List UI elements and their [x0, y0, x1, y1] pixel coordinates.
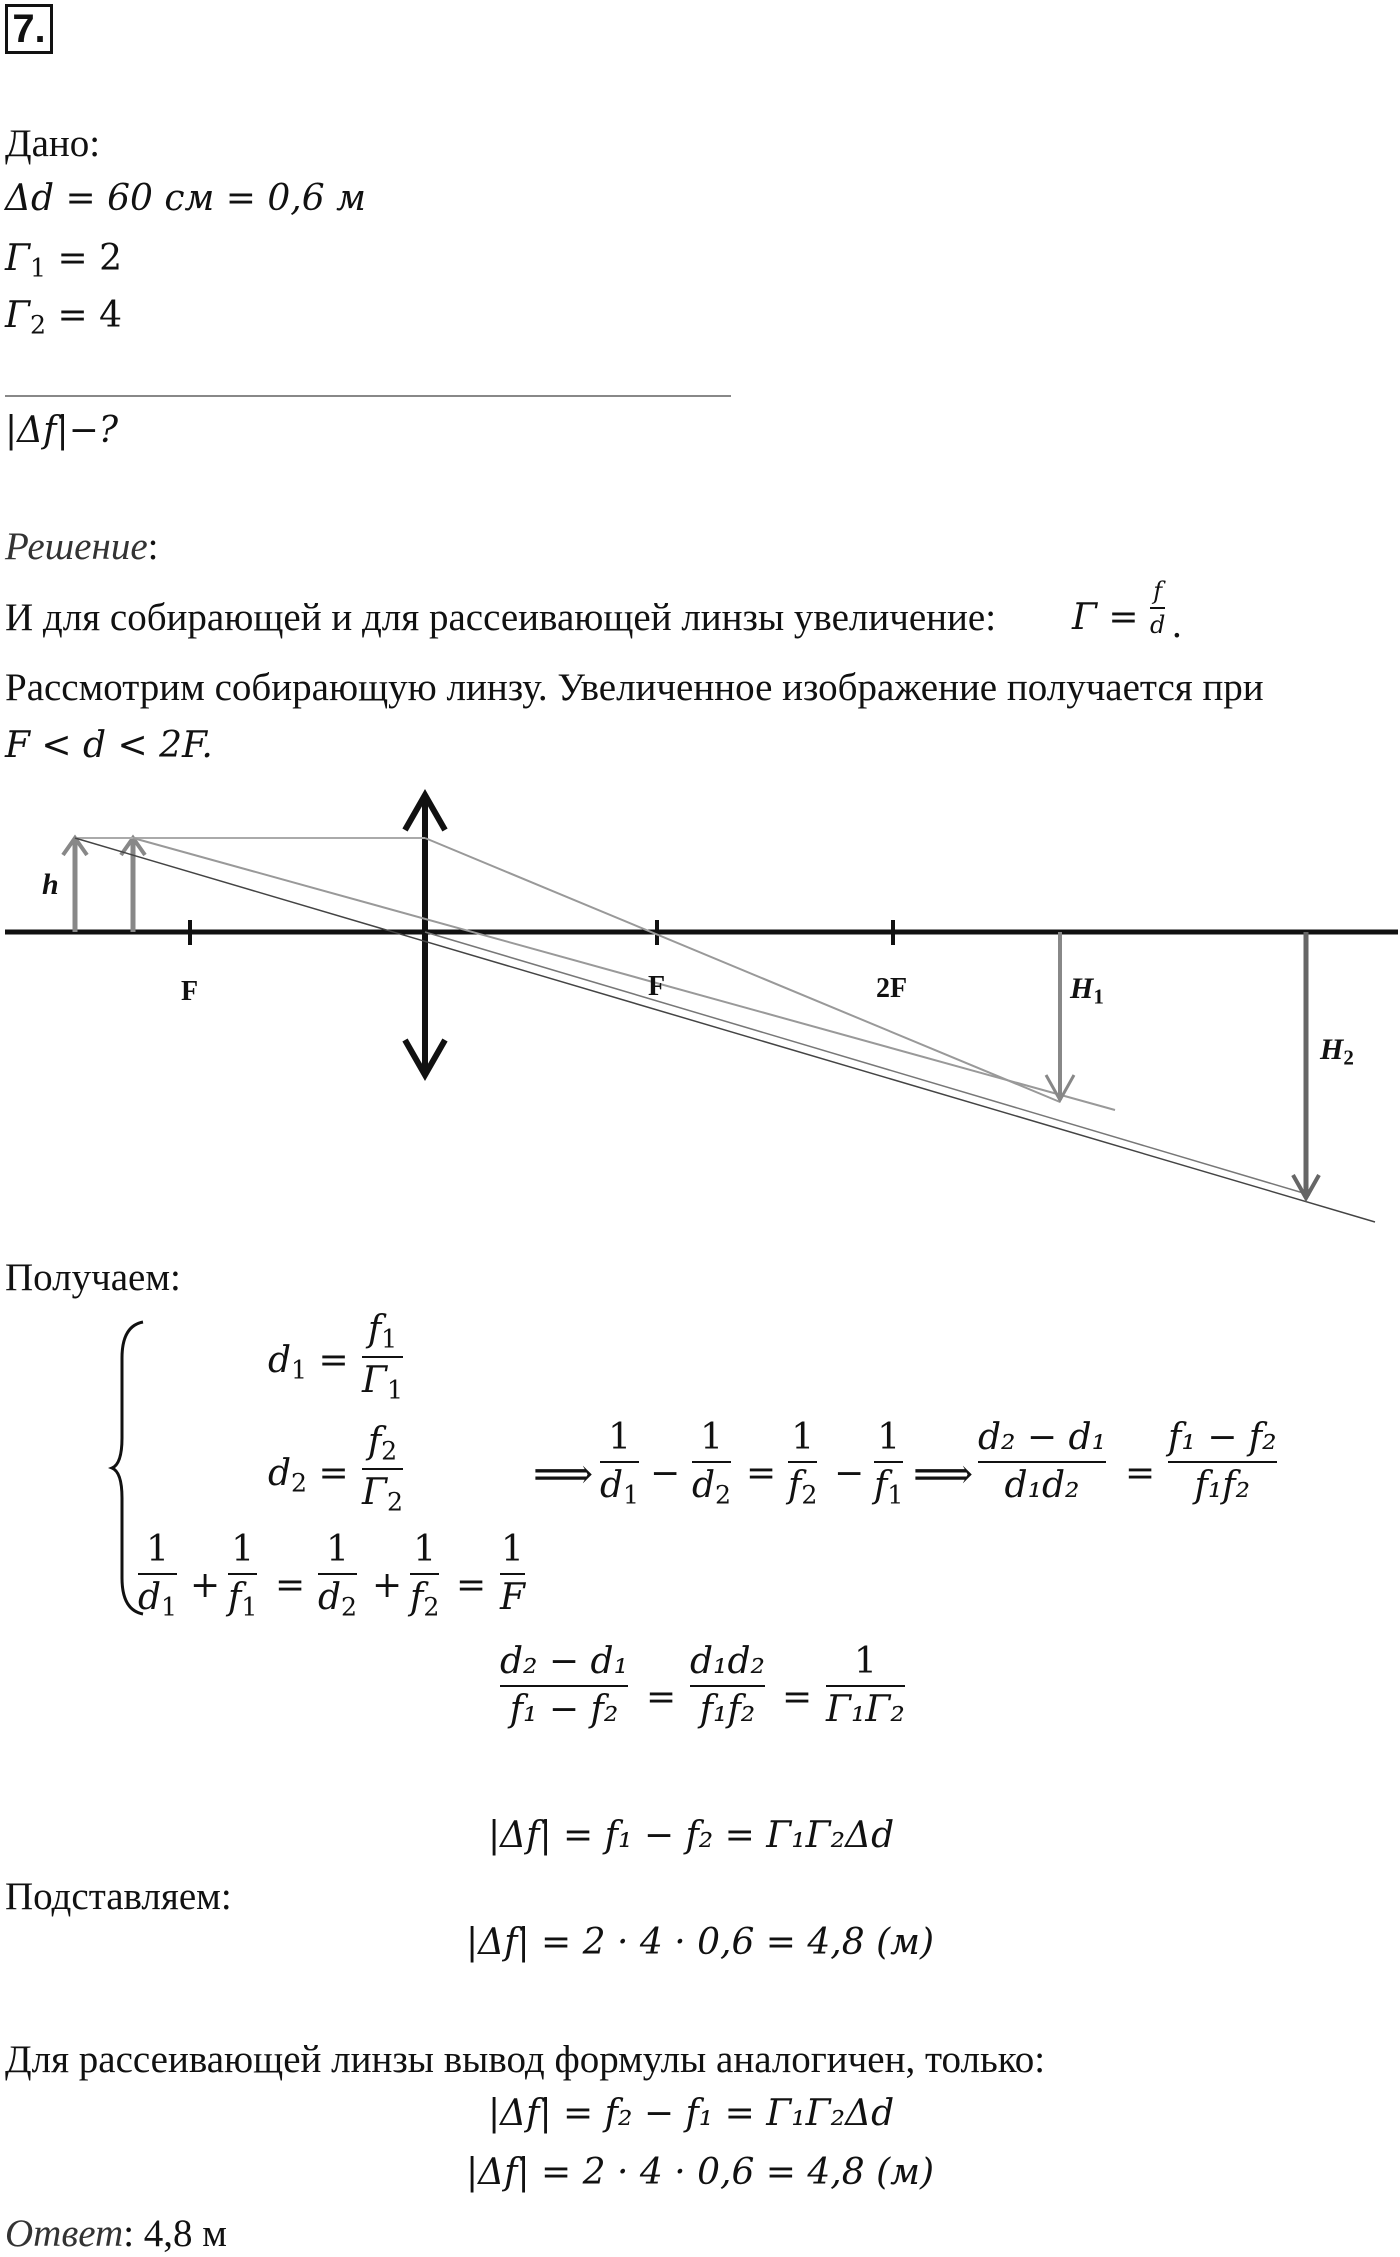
problem-number-text: 7. [12, 6, 46, 51]
sub-2: 2 [423, 1591, 440, 1621]
label-H1-sub: 1 [1093, 984, 1104, 1009]
magnification-formula: Γ = [1072, 597, 1139, 638]
frac-1-over-F [500, 1530, 525, 1617]
gamma-symbol: Γ [5, 295, 30, 336]
eq2-gamma: Γ [362, 1472, 387, 1514]
fraction-numerator: f [1153, 577, 1163, 605]
solution-text1: И для собирающей и для рассеивающей линзы увеличение: [5, 596, 997, 639]
implies-arrow-2: ⟹ [913, 1449, 974, 1498]
equals-sign: = [318, 1453, 349, 1494]
den-f1 [874, 1466, 903, 1509]
fraction-bar [500, 1685, 628, 1687]
frac-1-over-d1 [138, 1530, 177, 1621]
var-d: d [318, 1576, 342, 1618]
numerator-d-prod: d₁d₂ [690, 1641, 765, 1682]
diverging-text: Для рассеивающей линзы вывод формулы аналогичен, только: [5, 2038, 1046, 2081]
fraction-bar [362, 1356, 403, 1358]
var-f: f [410, 1576, 424, 1618]
den-f1 [228, 1578, 257, 1621]
lens-ray-diagram [0, 770, 1400, 1230]
denominator-f-prod: f₁f₂ [699, 1688, 756, 1730]
numerator-one: 1 [608, 1417, 631, 1458]
label-H2-sub: 2 [1343, 1045, 1354, 1070]
frac-d-diff-over-f-diff [500, 1642, 628, 1729]
equals-sign: = [646, 1677, 677, 1718]
fraction-bar [874, 1461, 903, 1463]
var-f: f [228, 1576, 242, 1618]
magnification-fraction [1150, 578, 1165, 639]
plus-sign: + [372, 1565, 403, 1606]
eq1-denominator [362, 1361, 403, 1404]
solution-colon: : [147, 525, 159, 568]
eq1-gamma-sub: 1 [386, 1375, 404, 1405]
numerator-one: 1 [146, 1529, 169, 1570]
numerator-one: 1 [853, 1641, 877, 1682]
numerator-one: 1 [501, 1529, 524, 1570]
label-H1 [1070, 974, 1104, 1007]
equals-sign: = [275, 1565, 306, 1606]
eq1-d: d [268, 1340, 292, 1381]
sub-1: 1 [887, 1479, 904, 1509]
frac-1-over-d1 [600, 1418, 639, 1509]
den-d1 [138, 1578, 177, 1621]
var-d: d [138, 1576, 162, 1618]
gamma2-value: = 4 [46, 295, 122, 336]
numerator-one: 1 [326, 1529, 349, 1570]
sub-2: 2 [801, 1479, 818, 1509]
given-gamma1 [5, 238, 122, 283]
eq2-denominator [362, 1473, 403, 1516]
eq1-d-sub: 1 [291, 1355, 308, 1385]
fraction-bar [690, 1685, 765, 1687]
sentence-period: . [1172, 603, 1182, 646]
frac-1-over-f2 [410, 1530, 439, 1621]
answer-value: : 4,8 м [123, 2212, 227, 2255]
frac-1-over-f1 [874, 1418, 903, 1509]
ray-center-2 [133, 838, 1115, 1110]
equals-sign: = [782, 1677, 813, 1718]
numerator-d-diff: d₂ − d₁ [978, 1417, 1107, 1458]
minus-sign: − [834, 1453, 865, 1494]
fraction-denominator: d [1150, 611, 1166, 640]
equals-sign: = [1125, 1453, 1156, 1494]
numerator-one: 1 [413, 1529, 437, 1570]
den-d2 [318, 1578, 357, 1621]
eq1-fraction [362, 1310, 403, 1404]
fraction-bar [692, 1461, 731, 1463]
denominator-d-prod: d₁d₂ [1004, 1464, 1080, 1506]
eq2-lhs [268, 1453, 349, 1498]
fraction-bar [318, 1573, 357, 1575]
fraction-bar [500, 1573, 525, 1575]
den-d2 [692, 1466, 731, 1509]
sub-2: 2 [715, 1479, 732, 1509]
fraction-bar [410, 1573, 439, 1575]
equals-sign: = [318, 1340, 349, 1381]
sub-1: 1 [161, 1591, 178, 1621]
diverging-formula: |Δf| = f₂ − f₁ = Γ₁Γ₂Δd [488, 2093, 895, 2134]
den-F: F [500, 1576, 525, 1618]
find-quantity: |Δf|−? [5, 410, 119, 451]
answer-line [5, 2214, 227, 2253]
label-H1-letter: H [1070, 972, 1094, 1005]
result-formula: |Δf| = f₁ − f₂ = Γ₁Γ₂Δd [488, 1815, 895, 1856]
equals-sign: = [456, 1565, 487, 1606]
minus-sign: − [650, 1453, 681, 1494]
label-H2 [1320, 1035, 1354, 1068]
gamma1-value: = 2 [46, 238, 122, 279]
numerator-one: 1 [700, 1417, 723, 1458]
frac-1-over-d2 [692, 1418, 731, 1509]
gamma-sub: 1 [29, 253, 47, 283]
label-focus-left: F [181, 976, 199, 1007]
fraction-bar [978, 1461, 1106, 1463]
denominator-f-prod: f₁f₂ [1194, 1464, 1251, 1506]
label-we-get: Получаем: [5, 1256, 181, 1299]
problem-number [5, 4, 53, 54]
label-substitute: Подставляем: [5, 1875, 232, 1918]
numerator-f-diff: f₁ − f₂ [1168, 1417, 1277, 1458]
var-d: d [600, 1464, 624, 1506]
fraction-bar [1150, 607, 1165, 609]
given-divider [5, 395, 731, 397]
equals-sign: = [746, 1453, 777, 1494]
label-H2-letter: H [1320, 1033, 1344, 1066]
numerator-one: 1 [231, 1529, 255, 1570]
eq2-fraction [362, 1422, 403, 1516]
gamma-symbol: Γ [5, 238, 30, 279]
fraction-bar [600, 1461, 639, 1463]
var-f: f [874, 1464, 888, 1506]
frac-1-over-f1 [228, 1530, 257, 1621]
solution-label: Решение [5, 525, 148, 568]
label-h: h [42, 868, 59, 901]
den-f2 [410, 1578, 439, 1621]
eq2-gamma-sub: 2 [386, 1487, 404, 1517]
fraction-bar [788, 1461, 817, 1463]
frac-d-prod-over-f-prod [690, 1642, 765, 1729]
var-f: f [788, 1464, 802, 1506]
frac-1-over-gamma-prod [826, 1642, 905, 1729]
given-delta-d: Δd = 60 см = 0,6 м [5, 178, 366, 219]
label-double-focus: 2F [876, 973, 908, 1004]
numerator-d-diff: d₂ − d₁ [500, 1641, 629, 1682]
implies-arrow-1: ⟹ [533, 1449, 594, 1498]
gamma-sub: 2 [29, 310, 47, 340]
numerator-one: 1 [877, 1417, 901, 1458]
fraction-bar [1168, 1461, 1277, 1463]
fraction-bar [362, 1468, 403, 1470]
denominator-gamma-prod: Γ₁Γ₂ [826, 1688, 905, 1730]
den-f2 [788, 1466, 817, 1509]
eq2-f-sub: 2 [381, 1436, 398, 1466]
frac-f-diff-over-f-prod [1168, 1418, 1277, 1505]
eq2-f: f [367, 1421, 382, 1462]
eq2-d-sub: 2 [291, 1468, 308, 1498]
frac-d-diff-over-d-prod [978, 1418, 1106, 1505]
sub-1: 1 [623, 1479, 640, 1509]
frac-1-over-f2 [788, 1418, 817, 1509]
given-label: Дано: [5, 122, 101, 165]
label-focus-right: F [648, 971, 666, 1002]
var-d: d [692, 1464, 716, 1506]
eq1-f-sub: 1 [381, 1324, 398, 1354]
frac-1-over-d2 [318, 1530, 357, 1621]
eq2-d: d [268, 1453, 292, 1494]
substitution-formula: |Δf| = 2 · 4 · 0,6 = 4,8 (м) [466, 1922, 935, 1963]
eq1-gamma: Γ [362, 1360, 387, 1402]
eq1-numerator [368, 1310, 397, 1353]
diverging-substitution: |Δf| = 2 · 4 · 0,6 = 4,8 (м) [466, 2152, 935, 2193]
fraction-bar [228, 1573, 257, 1575]
denominator-f-diff: f₁ − f₂ [509, 1688, 619, 1730]
eq1-f: f [367, 1309, 382, 1350]
given-gamma2 [5, 295, 122, 340]
plus-sign: + [190, 1565, 221, 1606]
numerator-one: 1 [791, 1417, 815, 1458]
fraction-bar [826, 1685, 905, 1687]
den-d1 [600, 1466, 639, 1509]
ray-center-1 [75, 838, 1375, 1222]
sub-1: 1 [241, 1591, 258, 1621]
eq1-lhs [268, 1340, 349, 1385]
sub-2: 2 [341, 1591, 358, 1621]
solution-condition: F < d < 2F. [5, 725, 213, 766]
solution-text2: Рассмотрим собирающую линзу. Увеличенное изображение получается при [5, 666, 1264, 709]
answer-label: Ответ [5, 2212, 124, 2255]
eq2-numerator [368, 1422, 397, 1465]
solution-label-line [5, 527, 158, 566]
ray-center-3 [425, 932, 1310, 1195]
fraction-bar [138, 1573, 177, 1575]
